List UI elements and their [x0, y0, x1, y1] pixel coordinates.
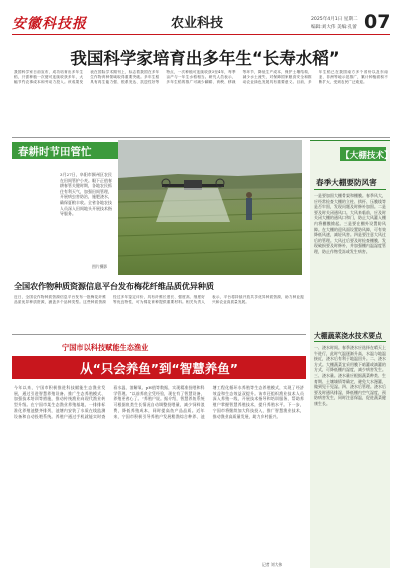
article3-kicker: 宁国市以科技赋能生态渔业 [62, 343, 149, 352]
lead-body: 我国科学家日前宣布，成功培育出多年生稻，只需种植一次便可连续收获多年，大幅节约农事成本和劳动力投入。该成果发表在国际学术期刊上，标志着我国在多年生作物育种领域取得重要突破。多年生稻具有再生能力强、根系发达、抗逆性好等特点，一次种植可连续收获3至4年，每季亩产与一年生水稻相当。研究人员表示，多年生稻的推广可减少翻耕、育秧、移栽等环节，降低生产成本，保护土壤结构，减少水土流失，对保障国家粮食安全和推动农业绿色发展具有重要意义。目前，多年生稻已在我国南方多个省份以及东南亚、非洲等地示范推广，累计种植面积不断扩大，受到农民广泛欢迎。 [14, 70, 388, 85]
sidebar-article2-body: 一、浇水时间。春季浇水应选择在晴天上午进行，此时气温逐渐升高，水温与地温接近，浇水后有利于地温回升。二、浇水方式。大棚蔬菜宜采用膜下暗灌或滴灌的方式，可降低棚内湿度，减少病害发生。三、浇水量。浇水量应根据蔬菜种类、生育期、土壤墒情等确定，避免大水漫灌，做到见干见湿。四、浇水后管理。浇水后要及时通风排湿，降低棚内空气湿度，预防病害发生，同时注意保温，促进蔬菜健康生长。 [314, 345, 386, 406]
sidebar-banner-text: 【大棚技术】 [341, 150, 393, 161]
section-title: 农业科技 [171, 16, 224, 31]
sidebar-article1-title: 春季大棚要防风害 [316, 178, 377, 187]
sidebar-banner [340, 147, 393, 161]
column-banner-text: 春耕时节田管忙 [18, 146, 92, 158]
page-number: 07 [364, 11, 391, 33]
article3-headline-band [12, 356, 306, 379]
sidebar-article2-title: 大棚蔬菜浇水技术要点 [314, 332, 382, 340]
column-credit: 图片摄影 [92, 264, 108, 269]
sidebar-article1-body: 一是要加固大棚骨架和棚膜。春季风大，应经常检查大棚的立柱、拱杆、压膜线等是否牢固，发现问题及时修补加固。二是要及时关闭通风口。大风来临前，应及时关闭大棚的通风口和门，防止大风灌入棚内将棚膜掀起。三是要在棚外设置防风障。在大棚的迎风面设置防风障，可有效降低风速，减轻风害。四是要注意大风过后的管理。大风过后要及时检查棚膜，发现破损要及时修补，并加强棚内温湿度管理，防止作物受冻或发生病害。 [314, 193, 386, 254]
drone-icon [156, 179, 230, 222]
paper-name: 安徽科技报 [12, 16, 87, 32]
farmer-figure [246, 192, 252, 220]
column-caption: 3月27日，阜阳市颍州区农民在田间管护小麦。眼下正值春耕春管关键时期，各地农民抓住有利天气，加强田间管理，开展病虫害防治，施肥浇水，确保夏粮丰收。全省各地农技人员深入田间地头开展技术指导服务。 [60, 172, 112, 217]
editor-line: 编辑:刘大伟 美编:孔蕾 [311, 25, 357, 30]
sidebar-title-rule-1 [314, 189, 386, 190]
sidebar-title-rule-2 [314, 341, 386, 342]
masthead-rule [12, 34, 390, 35]
field-photo [118, 140, 302, 275]
sidebar-top-rule [310, 140, 390, 141]
article3-credit: 记者 刘大伟 [262, 562, 283, 567]
field-photo-art [118, 140, 302, 275]
article3-body: 今年以来，宁国市积极推进科技赋能生态渔业发展，通过引进智慧养殖设备、推广生态养殖模式、加强技术培训等措施，推动传统渔业向现代渔业转型升级。在宁国市某生态渔业养殖基地，一排排标准化养殖池整齐排列，池塘内安装了水质在线监测设备和自动投喂系统。养殖户通过手机就能实时查看水温、溶解氧、pH值等数据，实现精准投喂和科学管理。“以前养鱼全凭经验，现在有了智慧设备，养殖更省心了。”养殖户说。据介绍，智慧养鱼系统可根据鱼类生长情况自动调整投喂量，减少饲料浪费，降低养殖成本，同时提高鱼产品品质。近年来，宁国市积极引导养殖户发展稻渔综合种养、池塘工程化循环水养殖等生态养殖模式，实现了经济效益和生态效益双提升。该市还组织渔业技术人员深入养殖一线，开展技术指导和培训服务，帮助养殖户掌握智慧养殖技术，提升养殖水平。下一步，宁国市将继续加大科技投入，推广智慧渔业技术，推动渔业高质量发展，助力乡村振兴。 [14, 385, 304, 419]
masthead [0, 0, 402, 36]
article2-body: 近日，全国农作物种质资源信息平台发布一批梅花纤维品质优异种质资源，涵盖多个品种类型。这些种质资源经过多年鉴定评价，具有纤维长度长、强度高、细度好等优良特性，可为棉花育种提供重要材料。相关负责人表示，平台将持续开放共享优异种质资源，助力种业振兴和农业高质量发展。 [14, 295, 304, 305]
date-line: 2025年4月1日 星期二 [311, 17, 358, 22]
article-divider [12, 334, 306, 335]
article2-headline: 全国农作物种质资源信息平台发布梅花纤维品质优异种质 [14, 281, 214, 291]
article3-headline: 从“只会养鱼”到“智慧养鱼” [80, 361, 238, 376]
column-banner [12, 142, 132, 159]
lead-divider [12, 137, 390, 138]
lead-headline: 我国科学家培育出多年生“长寿水稻” [70, 49, 340, 68]
